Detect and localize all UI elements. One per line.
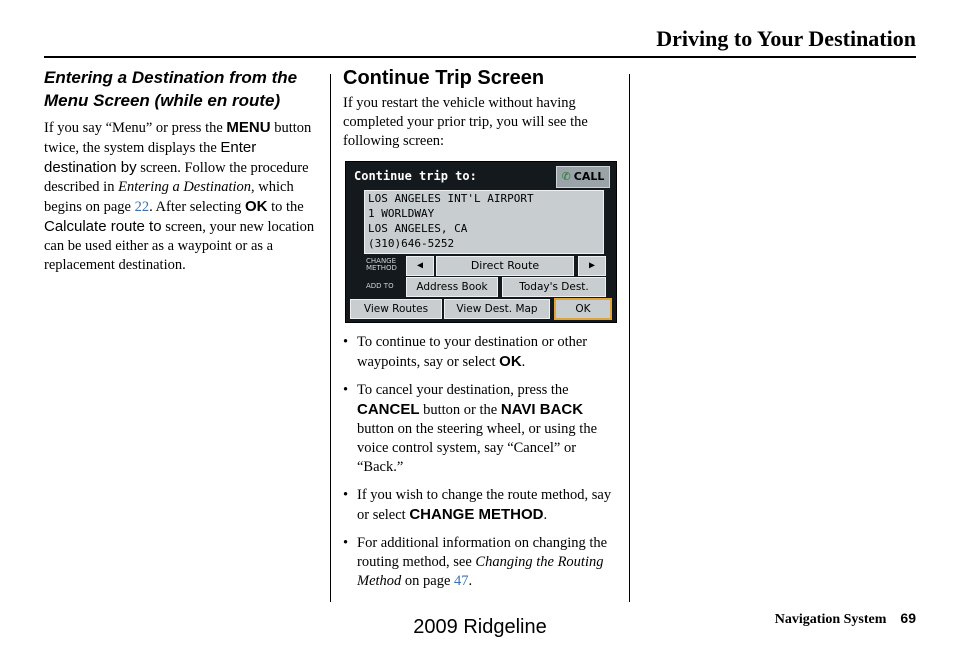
todays-dest-button[interactable]: Today's Dest. (502, 277, 606, 297)
calculate-route-keyword: Calculate route to (44, 218, 162, 235)
destination-line: (310)646-5252 (368, 237, 455, 250)
page-47-link[interactable]: 47 (454, 573, 469, 589)
destination-line: LOS ANGELES INT'L AIRPORT (368, 192, 534, 205)
destination-line: 1 WORLDWAY (368, 207, 435, 220)
section-heading-menu-screen: Entering a Destination from the Menu Screen (while en route) (44, 68, 298, 110)
view-routes-button[interactable]: View Routes (350, 299, 442, 319)
entering-destination-ref: Entering a Destination (118, 179, 252, 195)
address-book-button[interactable]: Address Book (406, 277, 498, 297)
ok-keyword: OK (244, 198, 268, 215)
section-heading-continue-trip: Continue Trip Screen (343, 67, 545, 89)
bullet-continue: • To continue to your destination or other waypoints, say or select OK. (343, 333, 618, 372)
routing-method-ref: Changing the Routing Method (357, 554, 604, 589)
column-divider-left (330, 74, 331, 602)
change-method-keyword: CHANGE METHOD (409, 506, 544, 523)
enter-destination-by-keyword: Enter destination by (44, 139, 257, 176)
right-arrow-icon: ▶ (588, 260, 596, 271)
bullet-cancel: • To cancel your destination, press the CANCEL button or the NAVI BACK button on the steering wheel, or using the voice control system, say “Cancel” or “Back.” (343, 381, 618, 477)
menu-screen-paragraph: If you say “Menu” or press the MENU button twice, the system displays the Enter destination by screen. Follow the procedure described in Entering a Destination, which begins on page 22. After selecting OK to the Calculate route to screen, your new location can be used either as a waypoint or as a replacement destination. (44, 119, 315, 273)
call-button[interactable]: ✆ CALL (556, 166, 610, 188)
bullet-additional-info: • For additional information on changing the routing method, see Changing the Routing Method on page 47. (343, 534, 618, 591)
page-22-link[interactable]: 22 (134, 199, 150, 215)
destination-line: LOS ANGELES, CA (368, 222, 468, 235)
screen-title: Continue trip to: (354, 169, 477, 183)
page-number: 69 (900, 610, 916, 626)
route-method-display: Direct Route (436, 256, 574, 276)
continue-trip-screen-image (345, 161, 617, 323)
ok-keyword: OK (499, 353, 522, 370)
bullet-change-method: • If you wish to change the route method, say or select CHANGE METHOD. (343, 486, 618, 525)
column-divider-right (629, 74, 630, 602)
screen-ok-button[interactable]: OK (554, 298, 612, 320)
route-next-button[interactable] (578, 256, 606, 276)
cancel-keyword: CANCEL (357, 401, 420, 418)
navi-back-keyword: NAVI BACK (500, 401, 584, 418)
header-rule (44, 56, 916, 58)
footer-label: Navigation System (774, 612, 887, 627)
change-method-label: CHANGE METHOD (366, 257, 397, 272)
page-header-title: Driving to Your Destination (656, 26, 916, 51)
left-column (44, 66, 316, 275)
menu-keyword: MENU (226, 119, 271, 136)
left-arrow-icon: ◀ (416, 260, 424, 271)
continue-trip-intro: If you restart the vehicle without having completed your prior trip, you will see the following screen: (343, 95, 588, 149)
continue-trip-bullets (343, 333, 618, 591)
watermark: 2009 Ridgeline (413, 616, 547, 638)
destination-info-box (364, 190, 604, 254)
phone-icon: ✆ (561, 170, 571, 183)
middle-column (343, 66, 618, 600)
view-dest-map-button[interactable]: View Dest. Map (444, 299, 550, 319)
add-to-label: ADD TO (366, 282, 394, 290)
route-prev-button[interactable] (406, 256, 434, 276)
